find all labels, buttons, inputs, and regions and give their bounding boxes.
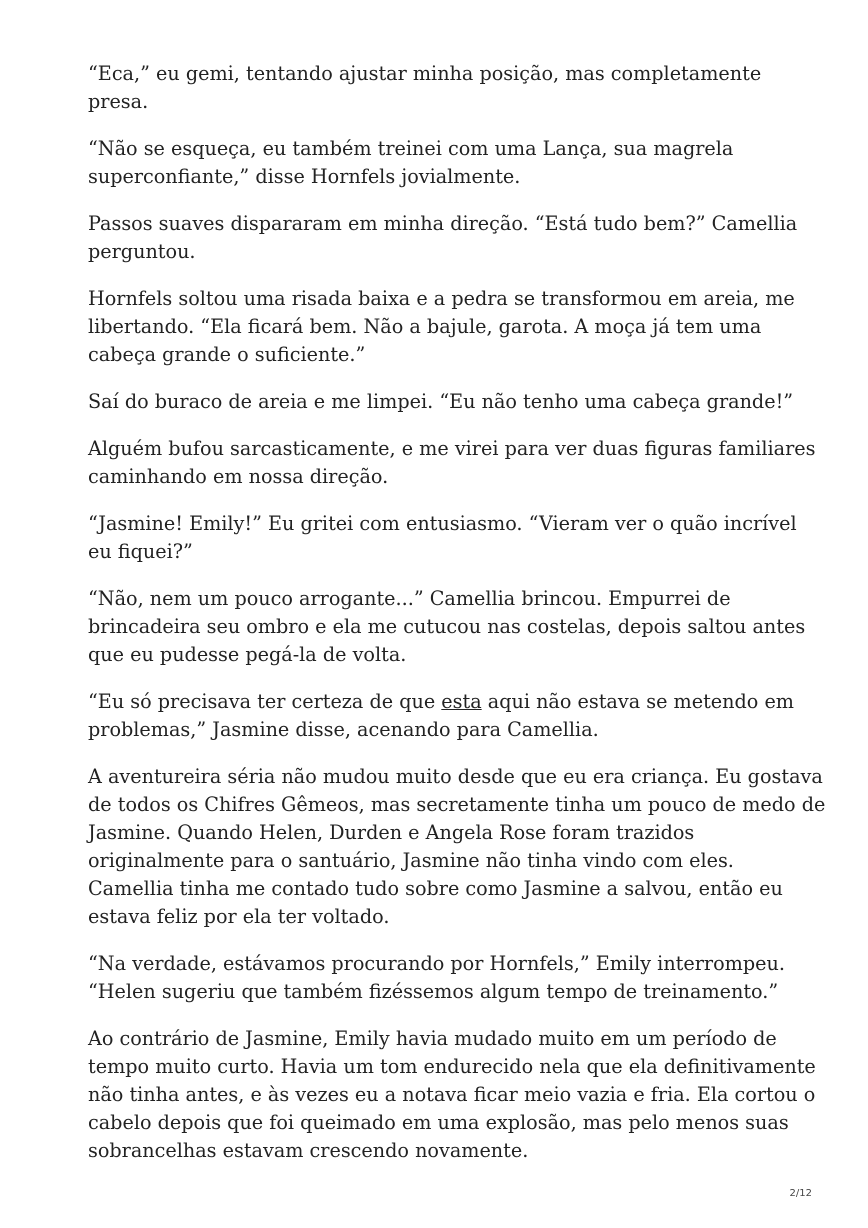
- text-line: de todos os Chifres Gêmeos, mas secretamente tinha um pouco de medo de: [88, 793, 826, 816]
- paragraph-5: [88, 388, 794, 416]
- text-line: A aventureira séria não mudou muito desde que eu era criança. Eu gostava: [88, 765, 823, 788]
- paragraph-7: [88, 510, 797, 566]
- text-line: Saí do buraco de areia e me limpei. “Eu não tenho uma cabeça grande!”: [88, 390, 794, 413]
- text-line: superconfiante,” disse Hornfels jovialmente.: [88, 165, 521, 188]
- text-line: “Não, nem um pouco arrogante...” Camellia brincou. Empurrei de: [88, 587, 731, 610]
- text-line: problemas,” Jasmine disse, acenando para Camellia.: [88, 718, 599, 741]
- text-line: brincadeira seu ombro e ela me cutucou nas costelas, depois saltou antes: [88, 615, 806, 638]
- page-number: 2/12: [789, 1188, 812, 1199]
- text-line: caminhando em nossa direção.: [88, 465, 389, 488]
- text-line: Passos suaves dispararam em minha direção. “Está tudo bem?” Camellia: [88, 212, 798, 235]
- paragraph-9: [88, 688, 795, 744]
- text-line: “Eca,” eu gemi, tentando ajustar minha posição, mas completamente: [88, 62, 762, 85]
- text-line: Hornfels soltou uma risada baixa e a pedra se transformou em areia, me: [88, 287, 795, 310]
- paragraph-11: [88, 950, 788, 1006]
- paragraph-8: [88, 585, 806, 669]
- text-line: originalmente para o santuário, Jasmine não tinha vindo com eles.: [88, 849, 734, 872]
- text-line: Camellia tinha me contado tudo sobre como Jasmine a salvou, então eu: [88, 877, 783, 900]
- paragraph-10: [88, 763, 826, 931]
- text-line: que eu pudesse pegá-la de volta.: [88, 643, 407, 666]
- text-line: libertando. “Ela ficará bem. Não a bajule, garota. A moça já tem uma: [88, 315, 762, 338]
- text-line: Ao contrário de Jasmine, Emily havia mudado muito em um período de: [88, 1027, 777, 1050]
- text-line: “Helen sugeriu que também fizéssemos algum tempo de treinamento.”: [88, 980, 779, 1003]
- text-line: Alguém bufou sarcasticamente, e me virei para ver duas figuras familiares: [88, 437, 816, 460]
- text-line: perguntou.: [88, 240, 196, 263]
- text-line: presa.: [88, 90, 149, 113]
- document-page: [88, 60, 826, 1184]
- paragraph-4: [88, 285, 795, 369]
- paragraph-6: [88, 435, 816, 491]
- paragraph-1: [88, 60, 788, 116]
- paragraph-12: [88, 1025, 816, 1165]
- text-segment: aqui não estava se metendo em: [481, 690, 795, 713]
- paragraph-2: [88, 135, 788, 191]
- text-line: não tinha antes, e às vezes eu a notava ficar meio vazia e fria. Ela cortou o: [88, 1083, 816, 1106]
- text-line: cabelo depois que foi queimado em uma explosão, mas pelo menos suas: [88, 1111, 789, 1134]
- text-line: eu fiquei?”: [88, 540, 193, 563]
- text-line: “Jasmine! Emily!” Eu gritei com entusiasmo. “Vieram ver o quão incrível: [88, 512, 797, 535]
- text-line: Jasmine. Quando Helen, Durden e Angela Rose foram trazidos: [88, 821, 695, 844]
- underlined-word: esta: [441, 690, 482, 713]
- text-line: “Não se esqueça, eu também treinei com uma Lança, sua magrela: [88, 137, 734, 160]
- paragraph-3: [88, 210, 798, 266]
- text-line: sobrancelhas estavam crescendo novamente.: [88, 1139, 529, 1162]
- text-line: [88, 688, 795, 716]
- text-segment: “Eu só precisava ter certeza de que: [88, 690, 442, 713]
- text-line: cabeça grande o suficiente.”: [88, 343, 366, 366]
- text-line: tempo muito curto. Havia um tom endurecido nela que ela definitivamente: [88, 1055, 816, 1078]
- text-line: “Na verdade, estávamos procurando por Hornfels,” Emily interrompeu.: [88, 952, 785, 975]
- text-line: estava feliz por ela ter voltado.: [88, 905, 390, 928]
